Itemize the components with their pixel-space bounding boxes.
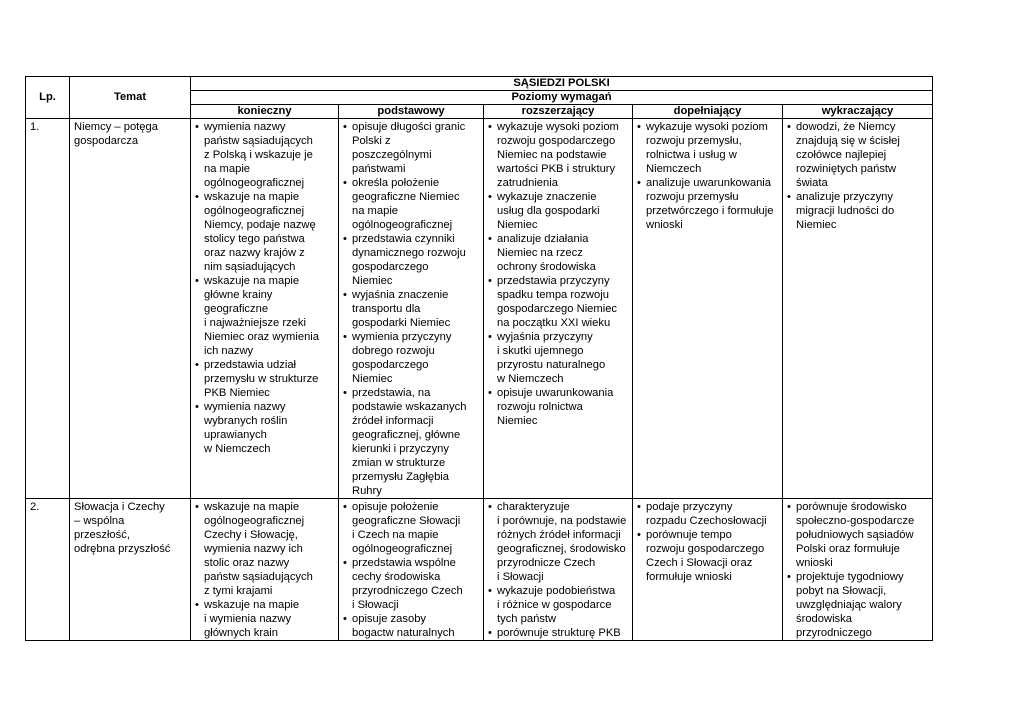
requirement-list bbox=[488, 120, 629, 428]
cell-konieczny bbox=[191, 499, 339, 641]
requirement-item: • wykazuje podobieństwa i różnice w gospodarce tych państw bbox=[488, 584, 629, 626]
requirement-item: • wyjaśnia znaczenie transportu dla gospodarki Niemiec bbox=[343, 288, 480, 330]
requirement-list bbox=[343, 500, 480, 640]
requirement-item: • przedstawia czynniki dynamicznego rozwoju gospodarczego Niemiec bbox=[343, 232, 480, 288]
requirement-list bbox=[637, 120, 779, 232]
table-row bbox=[26, 119, 933, 499]
header-poziomy: Poziomy wymagań bbox=[191, 91, 933, 105]
requirement-list bbox=[195, 120, 335, 456]
requirement-item: • wskazuje na mapie i wymienia nazwy głównych krain bbox=[195, 598, 335, 640]
table-body bbox=[26, 119, 933, 641]
table-row bbox=[26, 499, 933, 641]
page-title: SĄSIEDZI POLSKI bbox=[191, 77, 933, 91]
row-number: 2. bbox=[26, 499, 70, 641]
requirement-item: • dowodzi, że Niemcy znajdują się w ścisłej czołówce najlepiej rozwiniętych państw świata bbox=[787, 120, 929, 190]
requirement-item: • opisuje zasoby bogactw naturalnych bbox=[343, 612, 480, 640]
requirement-list bbox=[488, 500, 629, 640]
requirement-item: • porównuje strukturę PKB bbox=[488, 626, 629, 640]
header-level-dopelniajacy: dopełniający bbox=[633, 105, 783, 119]
header-level-wykraczajacy: wykraczający bbox=[783, 105, 933, 119]
requirement-item: • wykazuje wysoki poziom rozwoju gospodarczego Niemiec na podstawie wartości PKB i struktury zatrudnienia bbox=[488, 120, 629, 190]
cell-wykraczajacy bbox=[783, 119, 933, 499]
header-level-podstawowy: podstawowy bbox=[339, 105, 484, 119]
requirement-item: • wyjaśnia przyczyny i skutki ujemnego przyrostu naturalnego w Niemczech bbox=[488, 330, 629, 386]
requirement-item: • wykazuje znaczenie usług dla gospodarki Niemiec bbox=[488, 190, 629, 232]
row-topic: Słowacja i Czechy – wspólna przeszłość, odrębna przyszłość bbox=[70, 499, 191, 641]
requirement-list bbox=[787, 120, 929, 232]
header-row-title bbox=[26, 77, 933, 91]
requirement-item: • opisuje położenie geograficzne Słowacji i Czech na mapie ogólnogeograficznej bbox=[343, 500, 480, 556]
requirement-item: • porównuje tempo rozwoju gospodarczego Czech i Słowacji oraz formułuje wnioski bbox=[637, 528, 779, 584]
header-level-konieczny: konieczny bbox=[191, 105, 339, 119]
cell-dopelniajacy bbox=[633, 499, 783, 641]
requirement-item: • wskazuje na mapie główne krainy geograficzne i najważniejsze rzeki Niemiec oraz wymienia ich nazwy bbox=[195, 274, 335, 358]
header-level-rozszerzajacy: rozszerzający bbox=[484, 105, 633, 119]
requirement-item: • porównuje środowisko społeczno-gospodarcze południowych sąsiadów Polski oraz formułuje wnioski bbox=[787, 500, 929, 570]
cell-podstawowy bbox=[339, 499, 484, 641]
cell-konieczny bbox=[191, 119, 339, 499]
requirement-item: • projektuje tygodniowy pobyt na Słowacji, uwzględniając walory środowiska przyrodniczego bbox=[787, 570, 929, 640]
requirement-item: • wskazuje na mapie ogólnogeograficznej Niemcy, podaje nazwę stolicy tego państwa oraz nazwy krajów z nim sąsiadujących bbox=[195, 190, 335, 274]
header-lp: Lp. bbox=[26, 77, 70, 119]
requirement-item: • wymienia nazwy wybranych roślin uprawianych w Niemczech bbox=[195, 400, 335, 456]
requirement-list bbox=[343, 120, 480, 498]
cell-rozszerzajacy bbox=[484, 499, 633, 641]
requirement-item: • analizuje działania Niemiec na rzecz ochrony środowiska bbox=[488, 232, 629, 274]
requirement-item: • określa położenie geograficzne Niemiec na mapie ogólnogeograficznej bbox=[343, 176, 480, 232]
requirement-item: • analizuje uwarunkowania rozwoju przemysłu przetwórczego i formułuje wnioski bbox=[637, 176, 779, 232]
cell-rozszerzajacy bbox=[484, 119, 633, 499]
requirement-list bbox=[195, 500, 335, 640]
requirement-item: • charakteryzuje i porównuje, na podstawie różnych źródeł informacji geograficznej, środowisko przyrodnicze Czech i Słowacji bbox=[488, 500, 629, 584]
cell-wykraczajacy bbox=[783, 499, 933, 641]
requirement-list bbox=[787, 500, 929, 640]
requirement-item: • podaje przyczyny rozpadu Czechosłowacji bbox=[637, 500, 779, 528]
requirement-item: • przedstawia, na podstawie wskazanych źródeł informacji geograficznej, główne kierunki i przyczyny zmian w strukturze przemysłu Zagłębia Ruhry bbox=[343, 386, 480, 498]
row-number: 1. bbox=[26, 119, 70, 499]
requirement-item: • wymienia przyczyny dobrego rozwoju gospodarczego Niemiec bbox=[343, 330, 480, 386]
requirement-item: • opisuje długości granic Polski z poszczególnymi państwami bbox=[343, 120, 480, 176]
requirement-item: • analizuje przyczyny migracji ludności do Niemiec bbox=[787, 190, 929, 232]
header-temat: Temat bbox=[70, 77, 191, 119]
row-topic: Niemcy – potęga gospodarcza bbox=[70, 119, 191, 499]
requirements-table bbox=[25, 76, 933, 641]
cell-podstawowy bbox=[339, 119, 484, 499]
requirement-item: • przedstawia wspólne cechy środowiska przyrodniczego Czech i Słowacji bbox=[343, 556, 480, 612]
requirement-item: • wykazuje wysoki poziom rozwoju przemysłu, rolnictwa i usług w Niemczech bbox=[637, 120, 779, 176]
requirement-item: • wymienia nazwy państw sąsiadujących z Polską i wskazuje je na mapie ogólnogeograficznej bbox=[195, 120, 335, 190]
requirement-item: • przedstawia przyczyny spadku tempa rozwoju gospodarczego Niemiec na początku XXI wieku bbox=[488, 274, 629, 330]
requirement-item: • wskazuje na mapie ogólnogeograficznej Czechy i Słowację, wymienia nazwy ich stolic oraz nazwy państw sąsiadujących z tymi krajami bbox=[195, 500, 335, 598]
requirement-item: • opisuje uwarunkowania rozwoju rolnictwa Niemiec bbox=[488, 386, 629, 428]
cell-dopelniajacy bbox=[633, 119, 783, 499]
requirement-list bbox=[637, 500, 779, 584]
requirement-item: • przedstawia udział przemysłu w strukturze PKB Niemiec bbox=[195, 358, 335, 400]
